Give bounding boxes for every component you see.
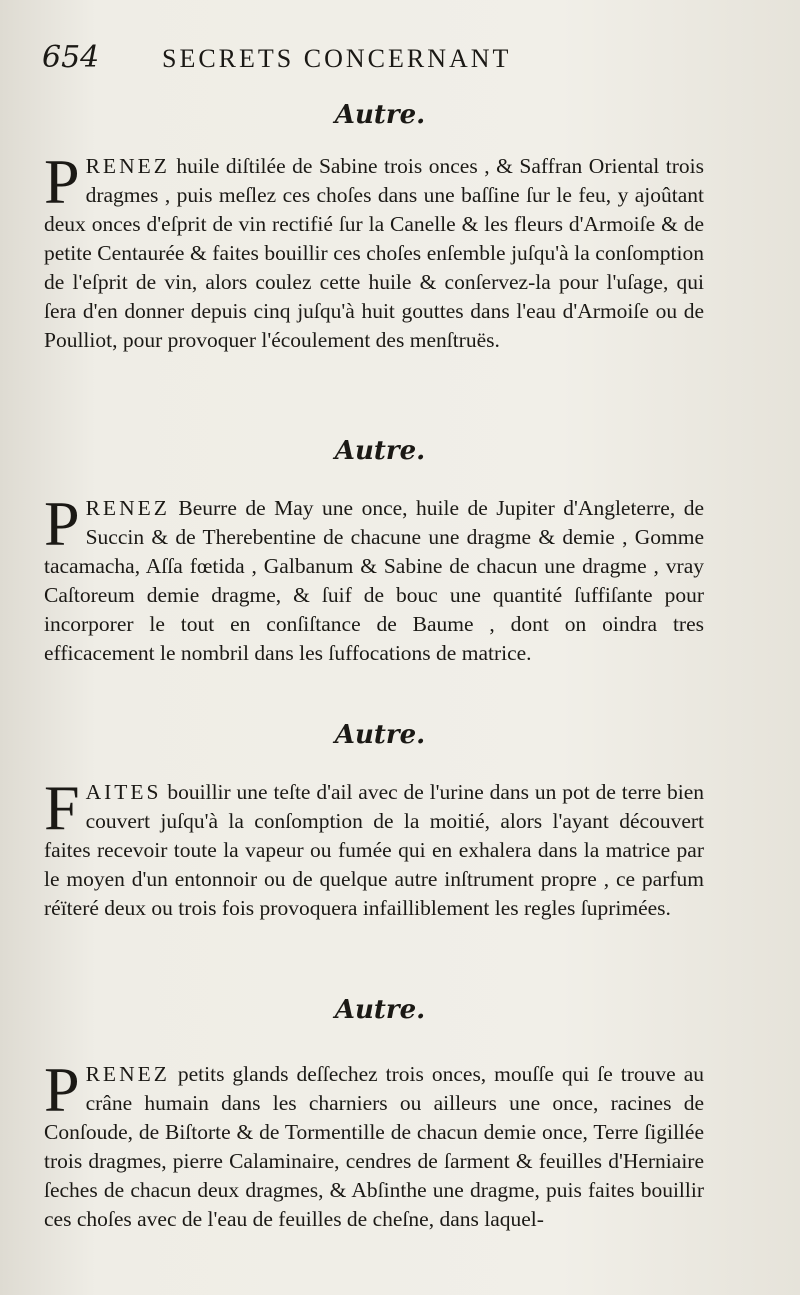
running-title: SECRETS CONCERNANT xyxy=(162,44,512,73)
section-heading: Autre. xyxy=(334,995,426,1025)
lead-word: AITES xyxy=(85,780,162,804)
lead-word: RENEZ xyxy=(85,1062,170,1086)
section-heading: Autre. xyxy=(334,720,426,750)
recipe-paragraph xyxy=(44,1054,704,1234)
recipe-paragraph xyxy=(44,488,704,668)
drop-cap: F xyxy=(44,772,80,843)
section-heading: Autre. xyxy=(334,436,426,466)
drop-cap: P xyxy=(44,1054,80,1125)
paragraph-text: huile diſtilée de Sabine trois onces , & Saffran Oriental trois dragmes , puis meſlez ces choſes dans une baſſine ſur le feu, y ajoûtant deux onces d'eſprit de vin rectifié ſur la Canelle & les fleurs d'Armoiſe & de petite Centaurée & faites bouillir ces choſes enſemble juſqu'à la conſomption de l'eſprit de vin, alors coulez cette huile & conſervez-la pour l'uſage, qui ſera d'en donner depuis cinq juſqu'à huit gouttes dans l'eau d'Armoiſe ou de Poulliot, pour provoquer l'écoulement des menſtruës. xyxy=(44,154,704,352)
section-heading: Autre. xyxy=(334,100,426,130)
paragraph-text: petits glands deſſechez trois onces, mouſſe qui ſe trouve au crâne humain dans les charniers ou ailleurs une once, racines de Conſoude, de Biſtorte & de Tormentille de chacun demie once, Terre ſigillée trois dragmes, pierre Calaminaire, cendres de ſarment & feuilles d'Herniaire ſeches de chacun deux dragmes, & Abſinthe une dragme, puis faites bouillir ces choſes avec de l'eau de feuilles de cheſne, dans laquel- xyxy=(44,1062,704,1231)
lead-word: RENEZ xyxy=(85,154,170,178)
paragraph-text: bouillir une teſte d'ail avec de l'urine dans un pot de terre bien couvert juſqu'à la conſomption de la moitié, alors l'ayant découvert faites recevoir toute la vapeur ou fumée qui en exhalera dans la matrice par le moyen d'un entonnoir ou de quelque autre inſtrument propre , ce parfum réïteré deux ou trois fois provoquera infailliblement les regles ſuprimées. xyxy=(44,780,704,920)
page-header xyxy=(42,36,602,76)
recipe-paragraph xyxy=(44,146,704,355)
drop-cap: P xyxy=(44,146,80,217)
page-number: 654 xyxy=(42,40,100,75)
drop-cap: P xyxy=(44,488,80,559)
paragraph-text: Beurre de May une once, huile de Jupiter d'Angleterre, de Succin & de Therebentine de chacune une dragme & demie , Gomme tacamacha, Aſſa fœtida , Galbanum & Sabine de chacun une dragme , vray Caſtoreum demie dragme, & ſuif de bouc une quantité ſuffiſante pour incorporer le tout en conſiſtance de Baume , dont on oindra tres efficacement le nombril dans les ſuffocations de matrice. xyxy=(44,496,704,665)
recipe-paragraph xyxy=(44,772,704,923)
lead-word: RENEZ xyxy=(85,496,170,520)
